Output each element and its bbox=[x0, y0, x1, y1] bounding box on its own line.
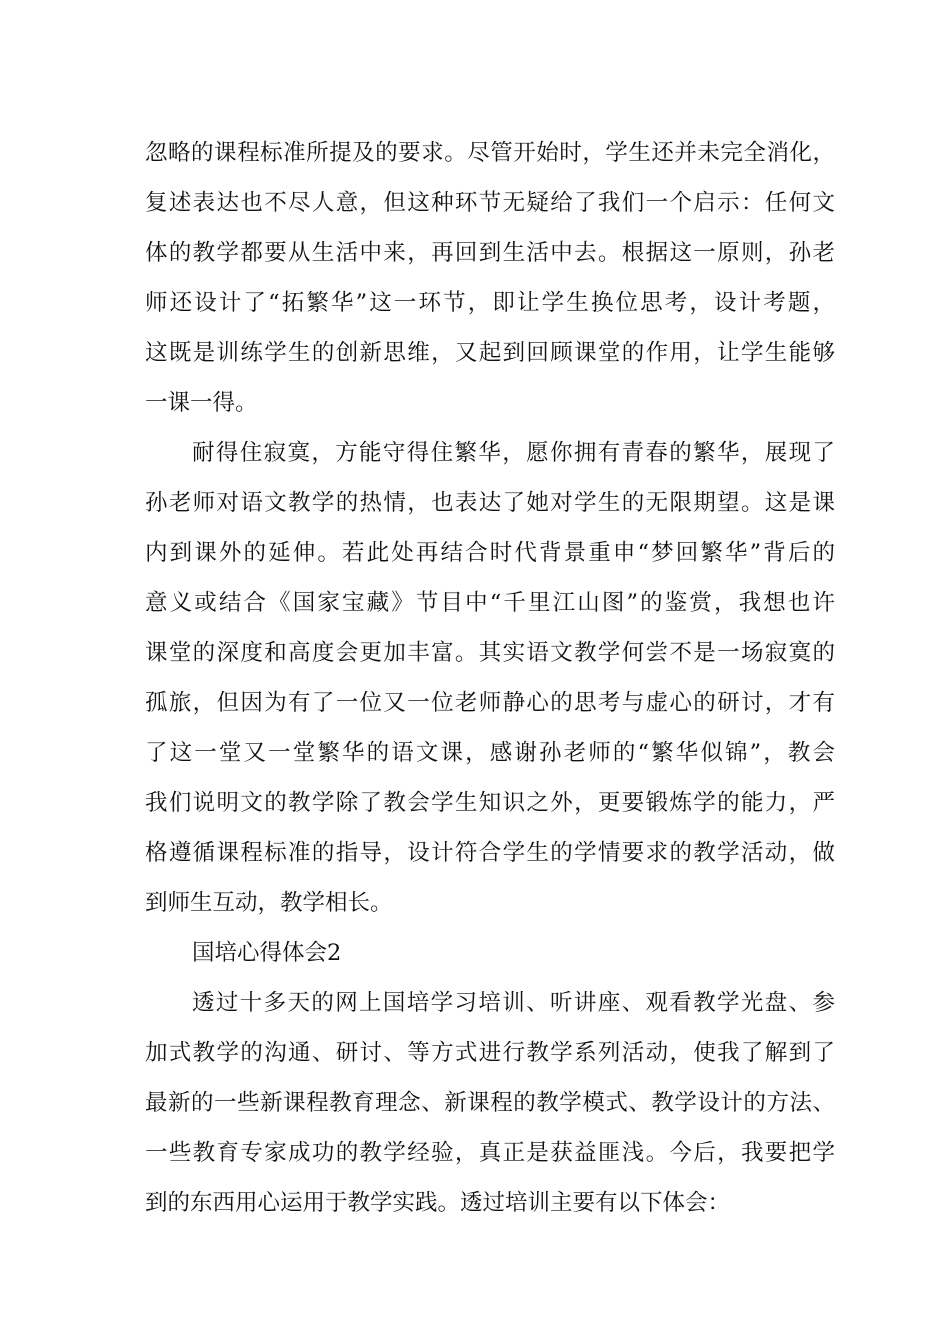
text-line: 我们说明文的教学除了教会学生知识之外，更要锻炼学的能力，严 bbox=[145, 790, 835, 816]
section-heading bbox=[145, 928, 835, 978]
text-line: 格遵循课程标准的指导，设计符合学生的学情要求的教学活动，做 bbox=[145, 840, 835, 866]
text-line: 孙老师对语文教学的热情，也表达了她对学生的无限期望。这是课 bbox=[145, 490, 835, 516]
text-line: 了这一堂又一堂繁华的语文课，感谢孙老师的“繁华似锦”，教会 bbox=[145, 740, 835, 766]
text-line: 到的东西用心运用于教学实践。透过培训主要有以下体会： bbox=[145, 1190, 731, 1216]
document-body bbox=[145, 128, 835, 1228]
text-line: 一课一得。 bbox=[145, 390, 258, 416]
text-line: 孤旅，但因为有了一位又一位老师静心的思考与虚心的研讨，才有 bbox=[145, 690, 835, 716]
text-line: 加式教学的沟通、研讨、等方式进行教学系列活动，使我了解到了 bbox=[145, 1040, 835, 1066]
text-line: 耐得住寂寞，方能守得住繁华，愿你拥有青春的繁华，展现了 bbox=[192, 440, 835, 466]
paragraph-3 bbox=[145, 978, 835, 1228]
text-line: 意义或结合《国家宝藏》节目中“千里江山图”的鉴赏，我想也许 bbox=[145, 590, 835, 616]
text-line: 忽略的课程标准所提及的要求。尽管开始时，学生还并未完全消化， bbox=[145, 140, 835, 166]
text-line: 课堂的深度和高度会更加丰富。其实语文教学何尝不是一场寂寞的 bbox=[145, 640, 835, 666]
text-line: 这既是训练学生的创新思维，又起到回顾课堂的作用，让学生能够 bbox=[145, 340, 835, 366]
text-line: 到师生互动，教学相长。 bbox=[145, 890, 393, 916]
text-line: 师还设计了“拓繁华”这一环节，即让学生换位思考，设计考题， bbox=[145, 290, 835, 316]
heading-line: 国培心得体会2 bbox=[192, 940, 342, 966]
text-line: 复述表达也不尽人意，但这种环节无疑给了我们一个启示：任何文 bbox=[145, 190, 835, 216]
text-line: 内到课外的延伸。若此处再结合时代背景重申“梦回繁华”背后的 bbox=[145, 540, 835, 566]
text-line: 一些教育专家成功的教学经验，真正是获益匪浅。今后，我要把学 bbox=[145, 1140, 835, 1166]
paragraph-1 bbox=[145, 128, 835, 428]
text-line: 最新的一些新课程教育理念、新课程的教学模式、教学设计的方法、 bbox=[145, 1090, 835, 1116]
text-line: 透过十多天的网上国培学习培训、听讲座、观看教学光盘、参 bbox=[192, 990, 835, 1016]
text-line: 体的教学都要从生活中来，再回到生活中去。根据这一原则，孙老 bbox=[145, 240, 835, 266]
paragraph-2 bbox=[145, 428, 835, 928]
